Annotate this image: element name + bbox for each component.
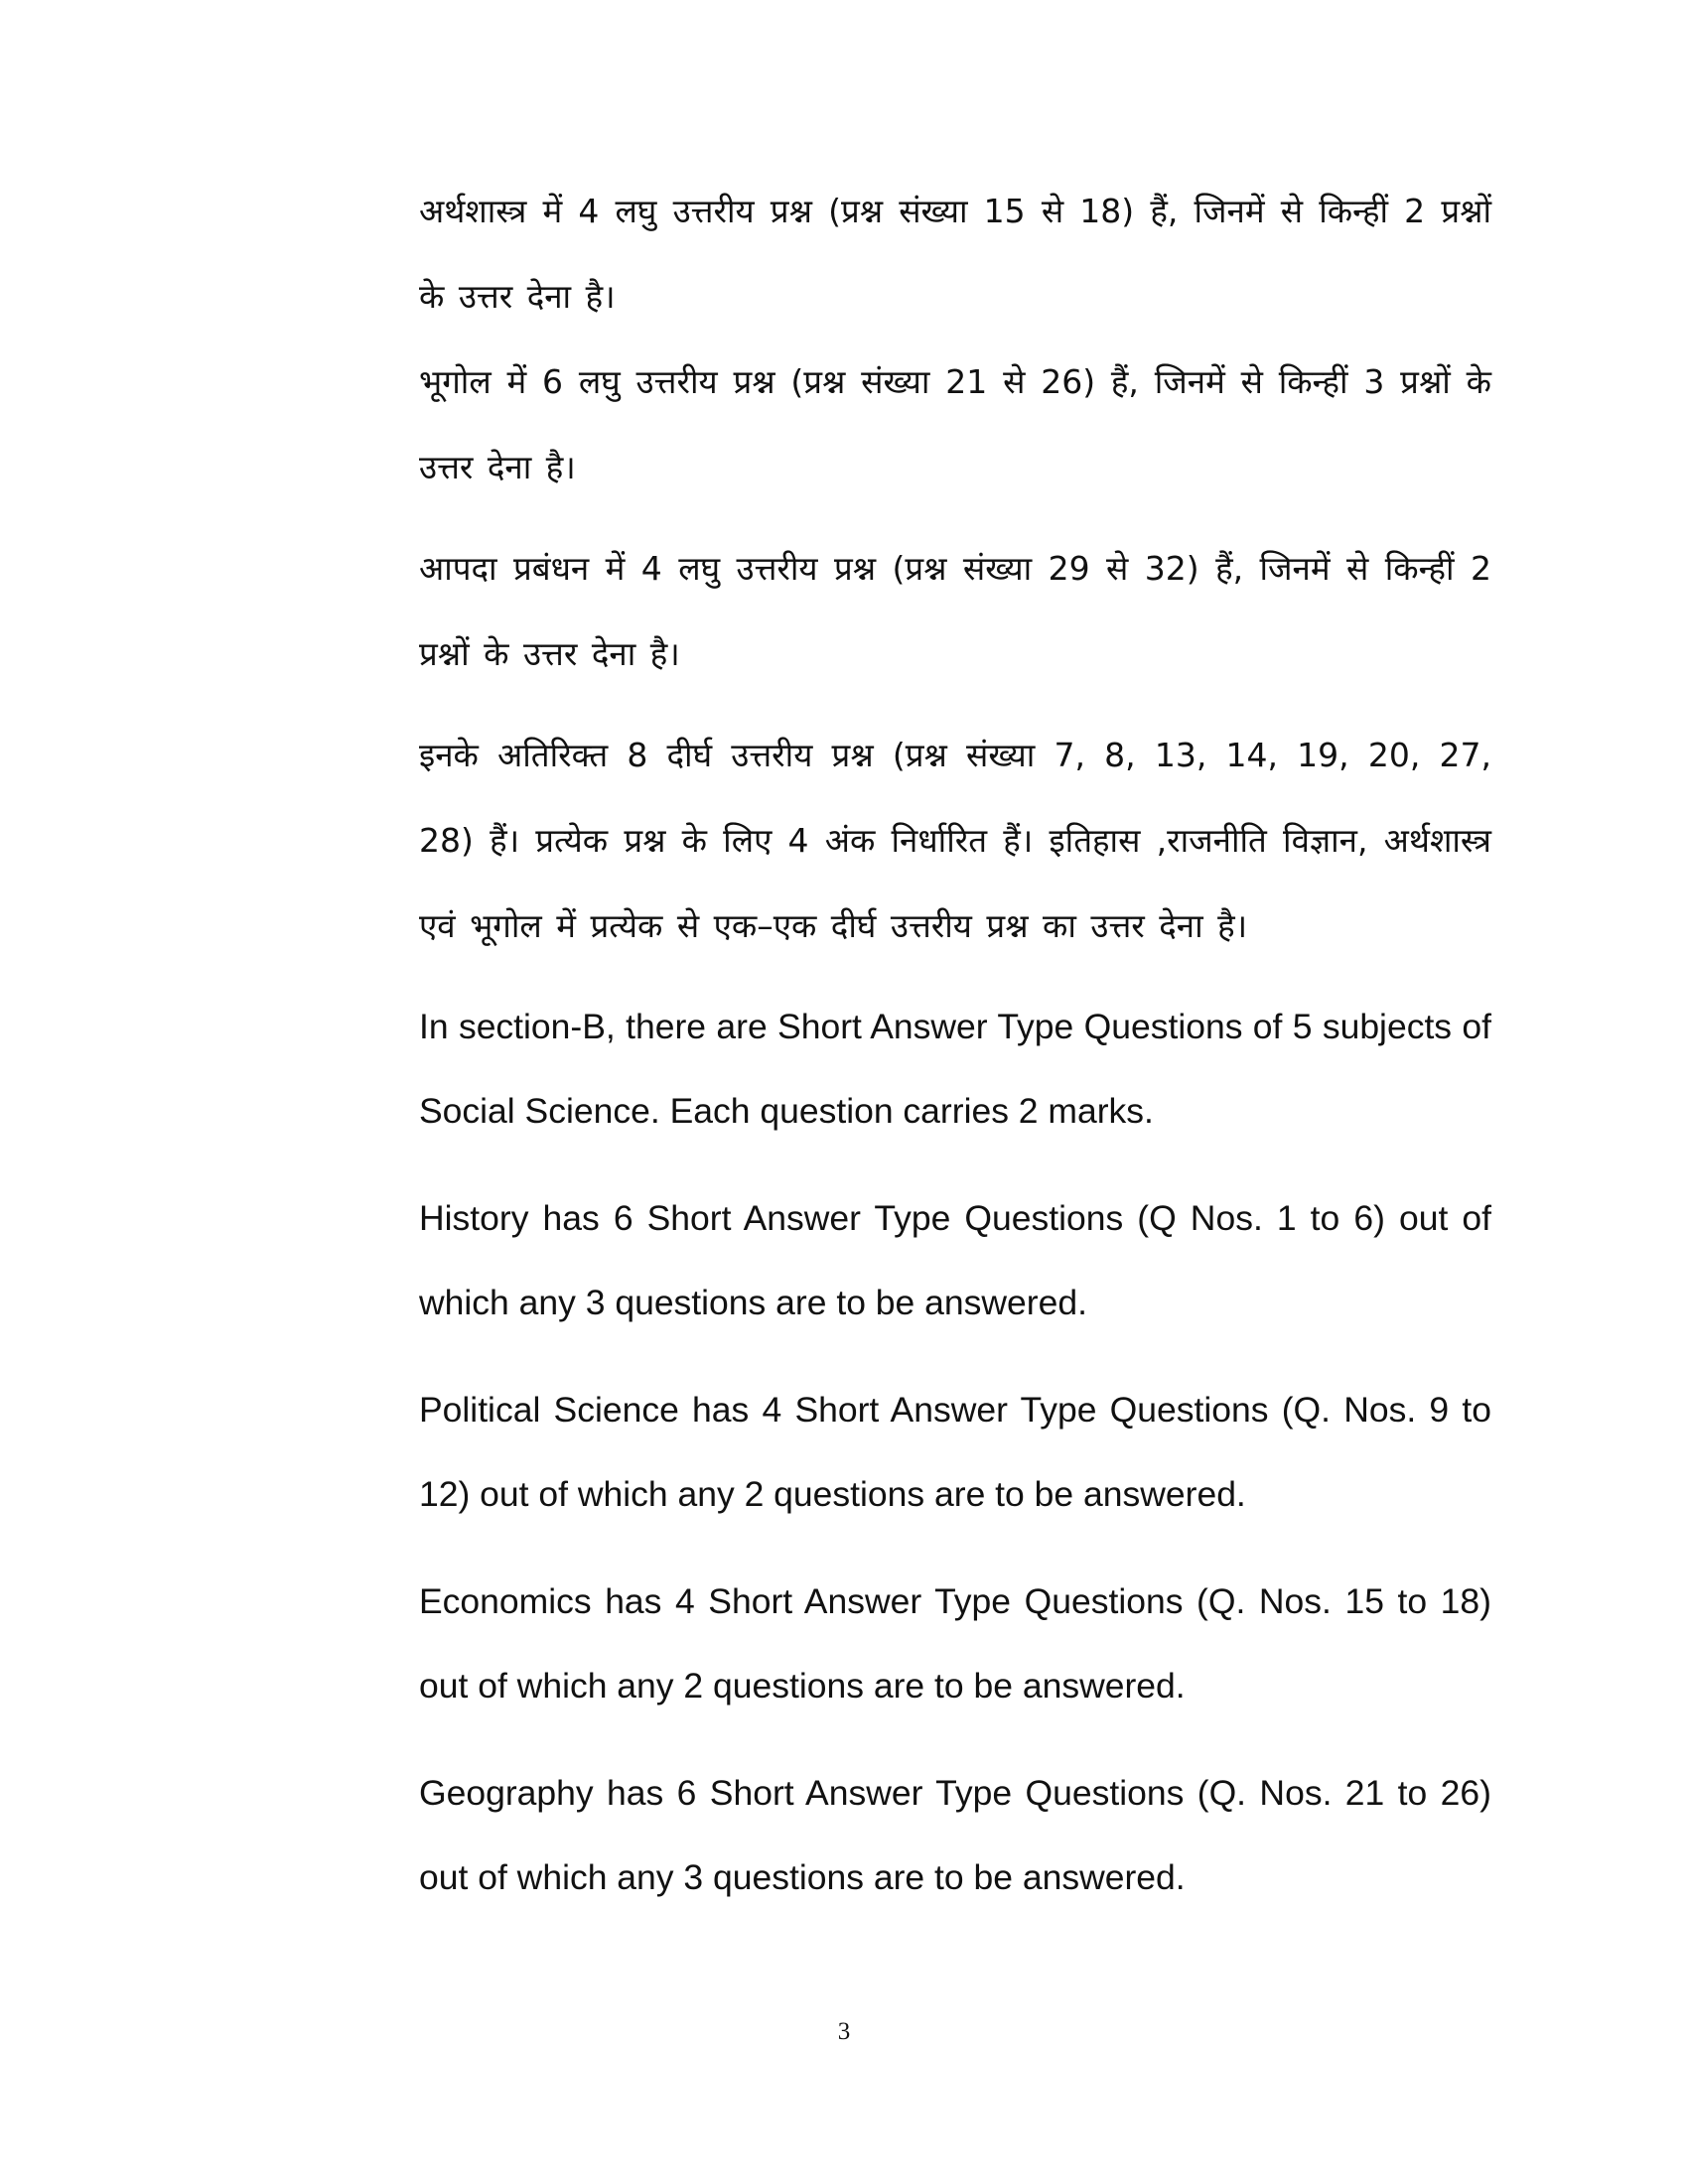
paragraph-political-science: Political Science has 4 Short Answer Type Questions (Q. Nos. 9 to 12) out of which any 2 questions are to be answered.: [419, 1390, 1491, 1514]
paragraph-history: History has 6 Short Answer Type Questions (Q Nos. 1 to 6) out of which any 3 questions are to be answered.: [419, 1198, 1491, 1322]
page-number: 3: [837, 2018, 851, 2045]
paragraph-hindi-geography: भूगोल में 6 लघु उत्तरीय प्रश्न (प्रश्न संख्या 21 से 26) हैं, जिनमें से किन्हीं 3 प्रश्नों के उत्तर देना है।: [419, 362, 1491, 486]
paragraph-section-b: In section-B, there are Short Answer Type Questions of 5 subjects of Social Science. Each question carries 2 marks.: [419, 1007, 1491, 1131]
paragraph-hindi-economics: अर्थशास्त्र में 4 लघु उत्तरीय प्रश्न (प्रश्न संख्या 15 से 18) हैं, जिनमें से किन्हीं 2 प्रश्नों के उत्तर देना है।: [419, 192, 1491, 316]
paragraph-hindi-disaster-management: आपदा प्रबंधन में 4 लघु उत्तरीय प्रश्न (प्रश्न संख्या 29 से 32) हैं, जिनमें से किन्हीं 2 प्रश्नों के उत्तर देना है।: [419, 549, 1491, 673]
paragraph-economics: Economics has 4 Short Answer Type Questions (Q. Nos. 15 to 18) out of which any 2 questions are to be answered.: [419, 1581, 1491, 1706]
page-body: [419, 169, 1491, 1943]
paragraph-hindi-long-answer: इनके अतिरिक्त 8 दीर्घ उत्तरीय प्रश्न (प्रश्न संख्या 7, 8, 13, 14, 19, 20, 27, 28) हैं। प्रत्येक प्रश्न के लिए 4 अंक निर्धारित हैं। इतिहास ,राजनीति विज्ञान, अर्थशास्त्र एवं भूगोल में प्रत्येक से एक–एक दीर्घ उत्तरीय प्रश्न का उत्तर देना है।: [419, 736, 1491, 945]
paragraph-geography: Geography has 6 Short Answer Type Questions (Q. Nos. 21 to 26) out of which any 3 questions are to be answered.: [419, 1773, 1491, 1897]
